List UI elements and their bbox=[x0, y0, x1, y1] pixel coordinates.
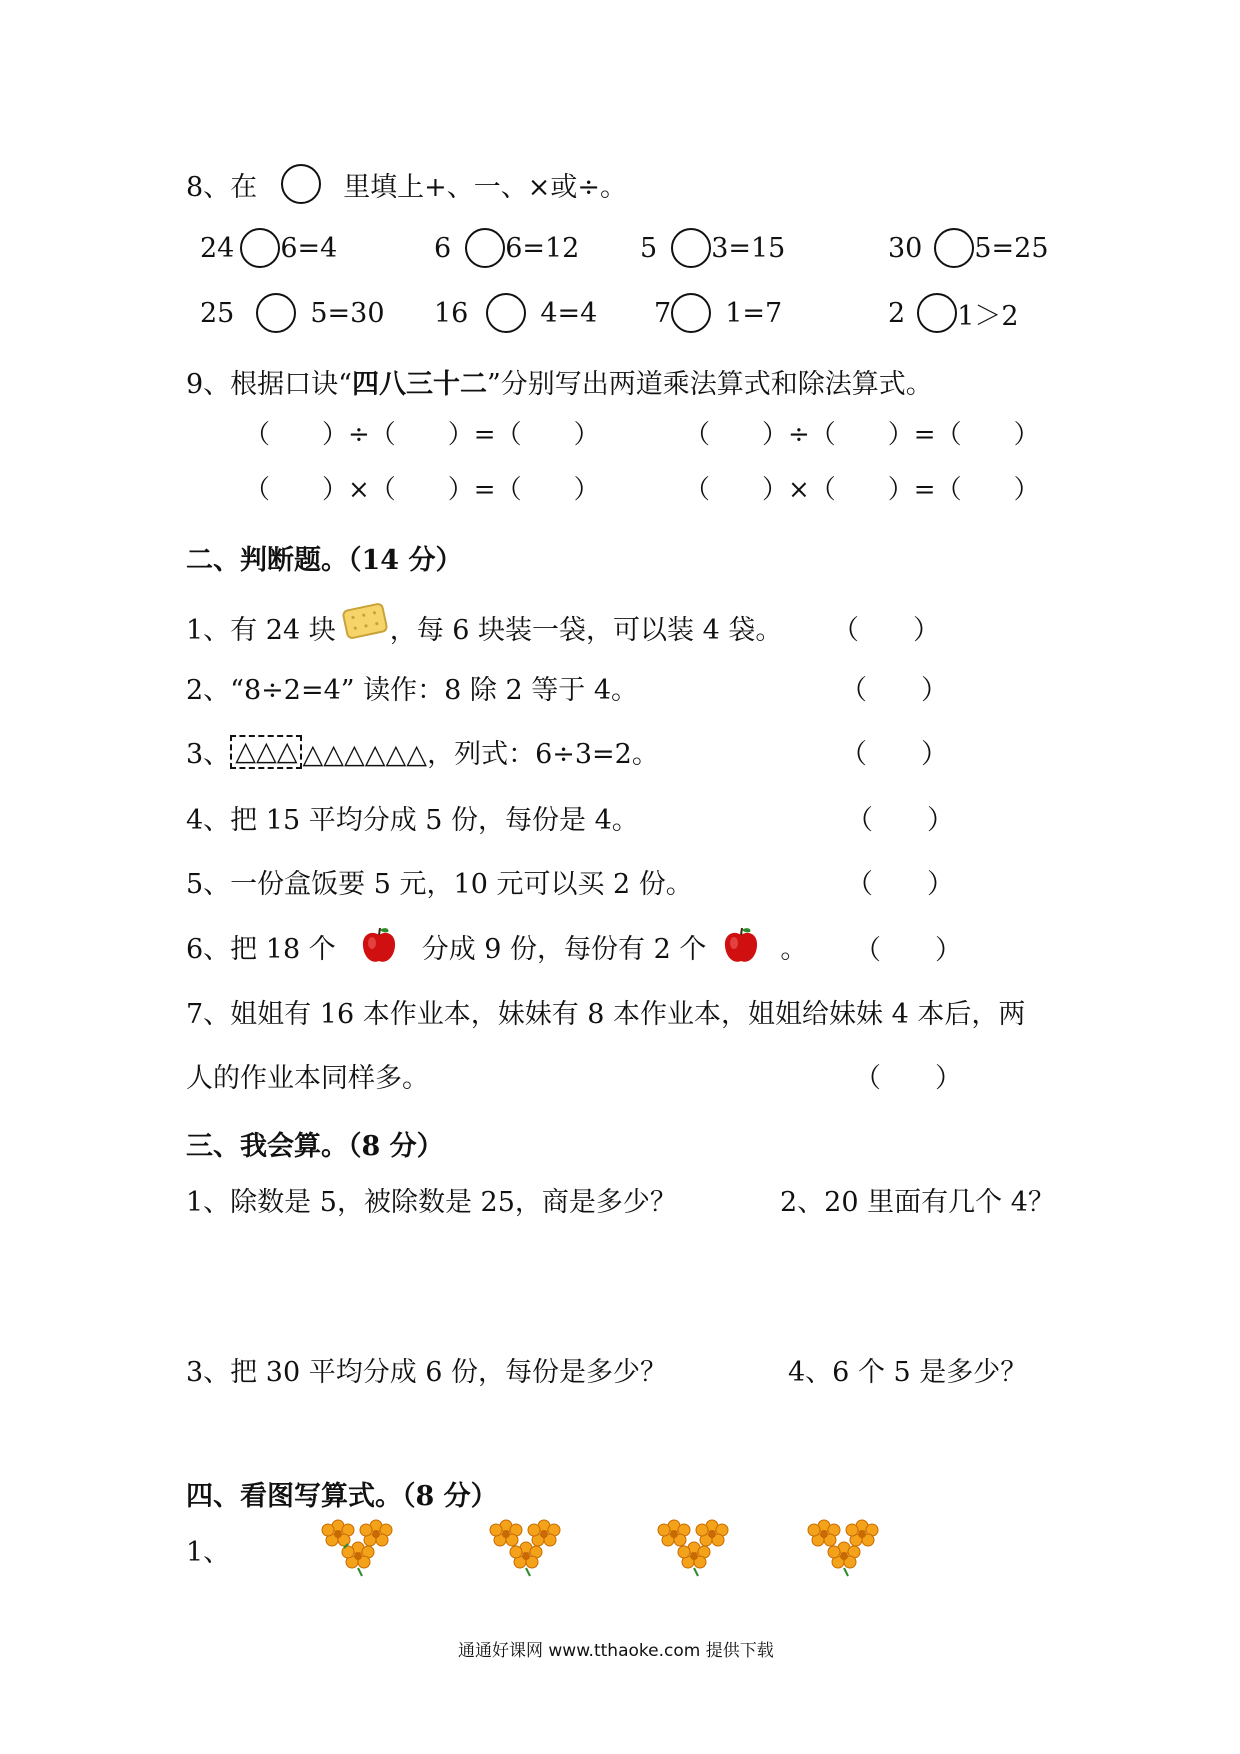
judge-answer-7[interactable]: （ ） bbox=[854, 1063, 962, 1094]
operand: 6=4 bbox=[280, 232, 338, 264]
judge-text: 6、把 18 个 bbox=[186, 933, 336, 965]
flower-group-icon bbox=[804, 1516, 888, 1578]
judge-item-7-line2: 人的作业本同样多。 bbox=[186, 1063, 429, 1094]
q8-row1-eq4 bbox=[888, 228, 1049, 268]
blank-circle-icon[interactable] bbox=[917, 293, 957, 333]
operand: 30 bbox=[888, 232, 923, 264]
judge-answer-6[interactable]: （ ） bbox=[854, 935, 962, 966]
judge-answer-5[interactable]: （ ） bbox=[846, 869, 954, 900]
judge-item-6 bbox=[186, 926, 807, 966]
judge-item-1 bbox=[186, 608, 782, 647]
judge-text: 3、 bbox=[186, 739, 231, 770]
apple-icon bbox=[720, 926, 762, 966]
operand: 7 bbox=[654, 297, 672, 329]
judge-answer-4[interactable]: （ ） bbox=[846, 805, 954, 836]
footer-credit: 通通好课网 www.tthaoke.com 提供下载 bbox=[458, 1641, 774, 1661]
q9-heading bbox=[186, 362, 933, 401]
operand: 2 bbox=[888, 297, 906, 329]
blank-circle-icon[interactable] bbox=[256, 293, 296, 333]
operand: 5 bbox=[640, 232, 658, 264]
operand: 5=30 bbox=[310, 297, 385, 329]
blank-circle-icon[interactable] bbox=[671, 228, 711, 268]
flower-group-icon bbox=[486, 1516, 570, 1578]
picture-question-1-label: 1、 bbox=[186, 1537, 231, 1568]
apple-icon bbox=[358, 926, 400, 966]
calc-question-1: 1、除数是 5，被除数是 25，商是多少？ bbox=[186, 1187, 677, 1218]
operand: 25 bbox=[200, 297, 235, 329]
blank-circle-icon[interactable] bbox=[240, 228, 280, 268]
q8-row1-eq2 bbox=[434, 228, 579, 268]
judge-text: 分成 9 份，每份有 2 个 bbox=[421, 933, 707, 965]
judge-answer-3[interactable]: （ ） bbox=[840, 739, 948, 770]
operand: 5=25 bbox=[974, 232, 1049, 264]
section2-title: 二、判断题。（14 分） bbox=[186, 545, 463, 576]
blank-circle-icon[interactable] bbox=[671, 293, 711, 333]
section4-title: 四、看图写算式。（8 分） bbox=[186, 1481, 498, 1512]
judge-text: 。 bbox=[780, 933, 808, 965]
calc-question-2: 2、20 里面有几个 4？ bbox=[780, 1187, 1055, 1218]
judge-answer-1[interactable]: （ ） bbox=[832, 615, 940, 646]
judge-item-3 bbox=[186, 732, 659, 771]
q9-rhyme: 四八三十二 bbox=[351, 369, 487, 400]
flower-group-icon bbox=[318, 1516, 402, 1578]
calc-question-3: 3、把 30 平均分成 6 份，每份是多少？ bbox=[186, 1357, 668, 1388]
q8-heading bbox=[186, 164, 627, 204]
judge-text: 1、有 24 块 bbox=[186, 615, 336, 646]
q9-label-start: 9、根据口诀“ bbox=[186, 369, 352, 400]
q8-row1-eq1 bbox=[200, 228, 337, 268]
judge-text: △△△△△△，列式：6÷3=2。 bbox=[302, 739, 659, 770]
q9-div-line-left[interactable]: （ ）÷（ ）=（ ） bbox=[244, 420, 600, 450]
judge-item-5: 5、一份盒饭要 5 元，10 元可以买 2 份。 bbox=[186, 869, 693, 900]
q8-row2-eq1 bbox=[200, 293, 385, 333]
operand: 24 bbox=[200, 232, 235, 264]
cracker-icon bbox=[340, 599, 390, 643]
blank-circle-icon[interactable] bbox=[486, 293, 526, 333]
calc-question-4: 4、6 个 5 是多少？ bbox=[788, 1357, 1028, 1388]
q8-suffix: 里填上+、一、×或÷。 bbox=[343, 171, 628, 203]
operand: 6=12 bbox=[505, 232, 580, 264]
blank-circle-icon[interactable] bbox=[281, 164, 321, 204]
operand: 1＞2 bbox=[957, 300, 1019, 332]
operand: 16 bbox=[434, 297, 469, 329]
judge-item-4: 4、把 15 平均分成 5 份，每份是 4。 bbox=[186, 805, 639, 836]
judge-item-7-line1: 7、姐姐有 16 本作业本，妹妹有 8 本作业本，姐姐给妹妹 4 本后，两 bbox=[186, 999, 1026, 1030]
q9-label-end: ”分别写出两道乘法算式和除法算式。 bbox=[486, 369, 933, 400]
judge-item-2: 2、“8÷2=4” 读作：8 除 2 等于 4。 bbox=[186, 675, 639, 706]
dashed-group-box: △△△ bbox=[230, 735, 302, 769]
q9-mul-line-left[interactable]: （ ）×（ ）=（ ） bbox=[244, 475, 600, 505]
q8-row2-eq2 bbox=[434, 293, 597, 333]
judge-answer-2[interactable]: （ ） bbox=[840, 675, 948, 706]
q9-mul-line-right[interactable]: （ ）×（ ）=（ ） bbox=[684, 475, 1040, 505]
q9-div-line-right[interactable]: （ ）÷（ ）=（ ） bbox=[684, 420, 1040, 450]
flower-group-icon bbox=[654, 1516, 738, 1578]
operand: 6 bbox=[434, 232, 452, 264]
section3-title: 三、我会算。（8 分） bbox=[186, 1131, 444, 1162]
q8-row1-eq3 bbox=[640, 228, 785, 268]
q8-row2-eq4 bbox=[888, 293, 1019, 333]
blank-circle-icon[interactable] bbox=[465, 228, 505, 268]
blank-circle-icon[interactable] bbox=[934, 228, 974, 268]
q8-row2-eq3 bbox=[654, 293, 782, 333]
q8-prefix: 8、在 bbox=[186, 171, 258, 203]
operand: 3=15 bbox=[711, 232, 786, 264]
operand: 1=7 bbox=[725, 297, 783, 329]
judge-text: ，每 6 块装一袋，可以装 4 袋。 bbox=[389, 615, 783, 646]
operand: 4=4 bbox=[540, 297, 598, 329]
